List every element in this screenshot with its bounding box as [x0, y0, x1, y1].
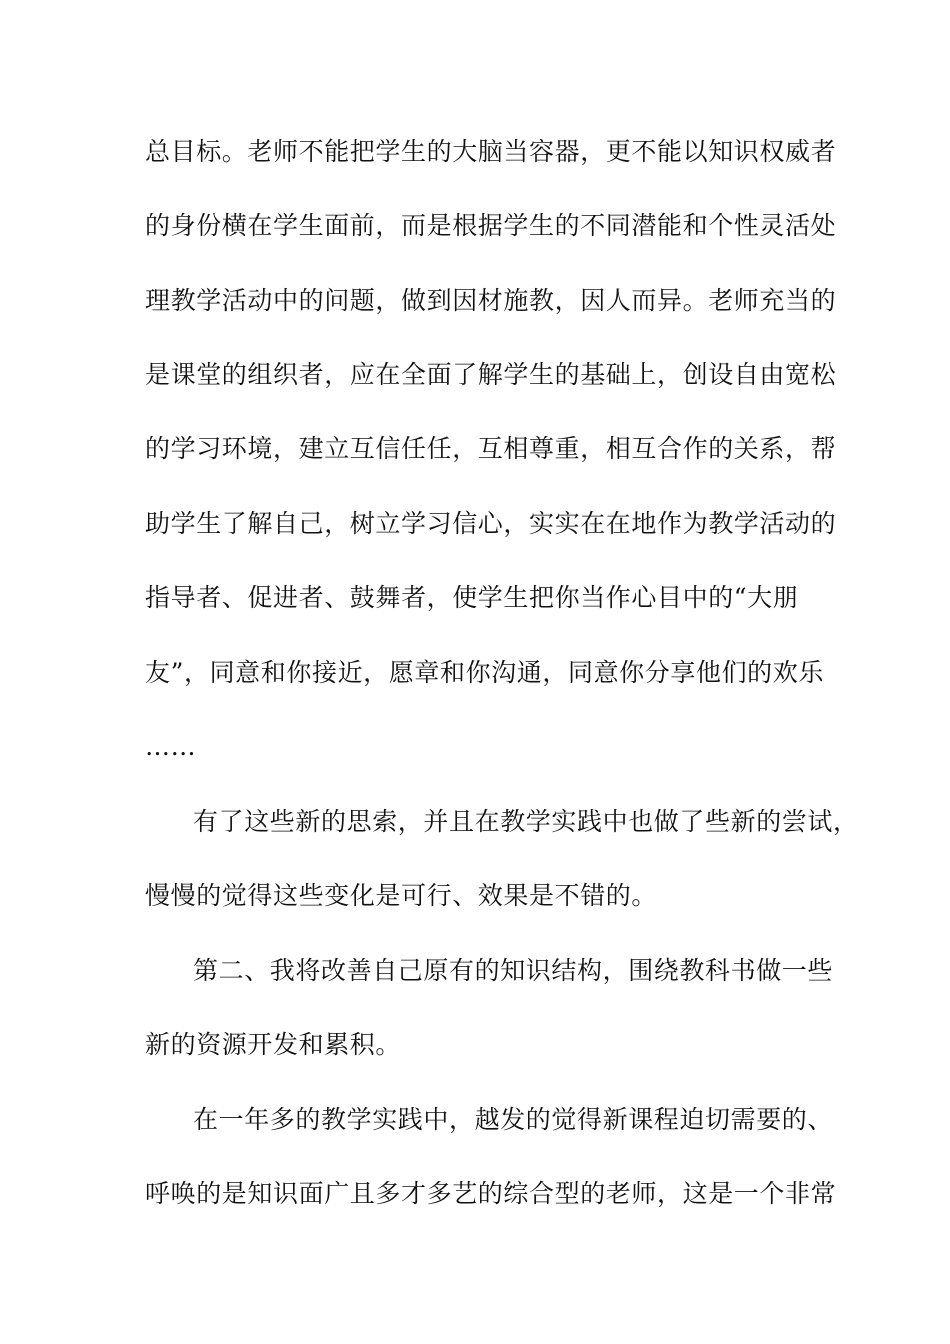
text-line: 理教学活动中的问题，做到因材施教，因人而异。老师充当的: [145, 286, 837, 315]
text-line: 的身份横在学生面前，而是根据学生的不同潜能和个性灵活处: [145, 211, 837, 240]
text-line: 慢慢的觉得这些变化是可行、效果是不错的。: [145, 881, 658, 910]
text-line: 的学习环境，建立互信任任，互相尊重，相互合作的关系，帮: [145, 434, 837, 463]
ellipsis-line: ……: [145, 732, 197, 761]
paragraph-start-line: 在一年多的教学实践中，越发的觉得新课程迫切需要的、: [193, 1105, 834, 1134]
text-line: 指导者、促进者、鼓舞者，使学生把你当作心目中的“大朋: [145, 583, 799, 612]
paragraph-start-line: 有了这些新的思索，并且在教学实践中也做了些新的尝试，: [193, 807, 859, 836]
text-line: 助学生了解自己，树立学习信心，实实在在地作为教学活动的: [145, 509, 837, 538]
text-line: 呼唤的是知识面广且多才多艺的综合型的老师，这是一个非常: [145, 1179, 837, 1208]
paragraph-start-line: 第二、我将改善自己原有的知识结构，围绕教科书做一些: [193, 956, 834, 985]
text-line: 友”，同意和你接近，愿章和你沟通，同意你分享他们的欢乐: [145, 658, 824, 687]
text-line: 是课堂的组织者，应在全面了解学生的基础上，创设自由宽松: [145, 360, 837, 389]
text-line: 新的资源开发和累积。: [145, 1030, 402, 1059]
text-line: 总目标。老师不能把学生的大脑当容器，更不能以知识权威者: [145, 137, 837, 166]
